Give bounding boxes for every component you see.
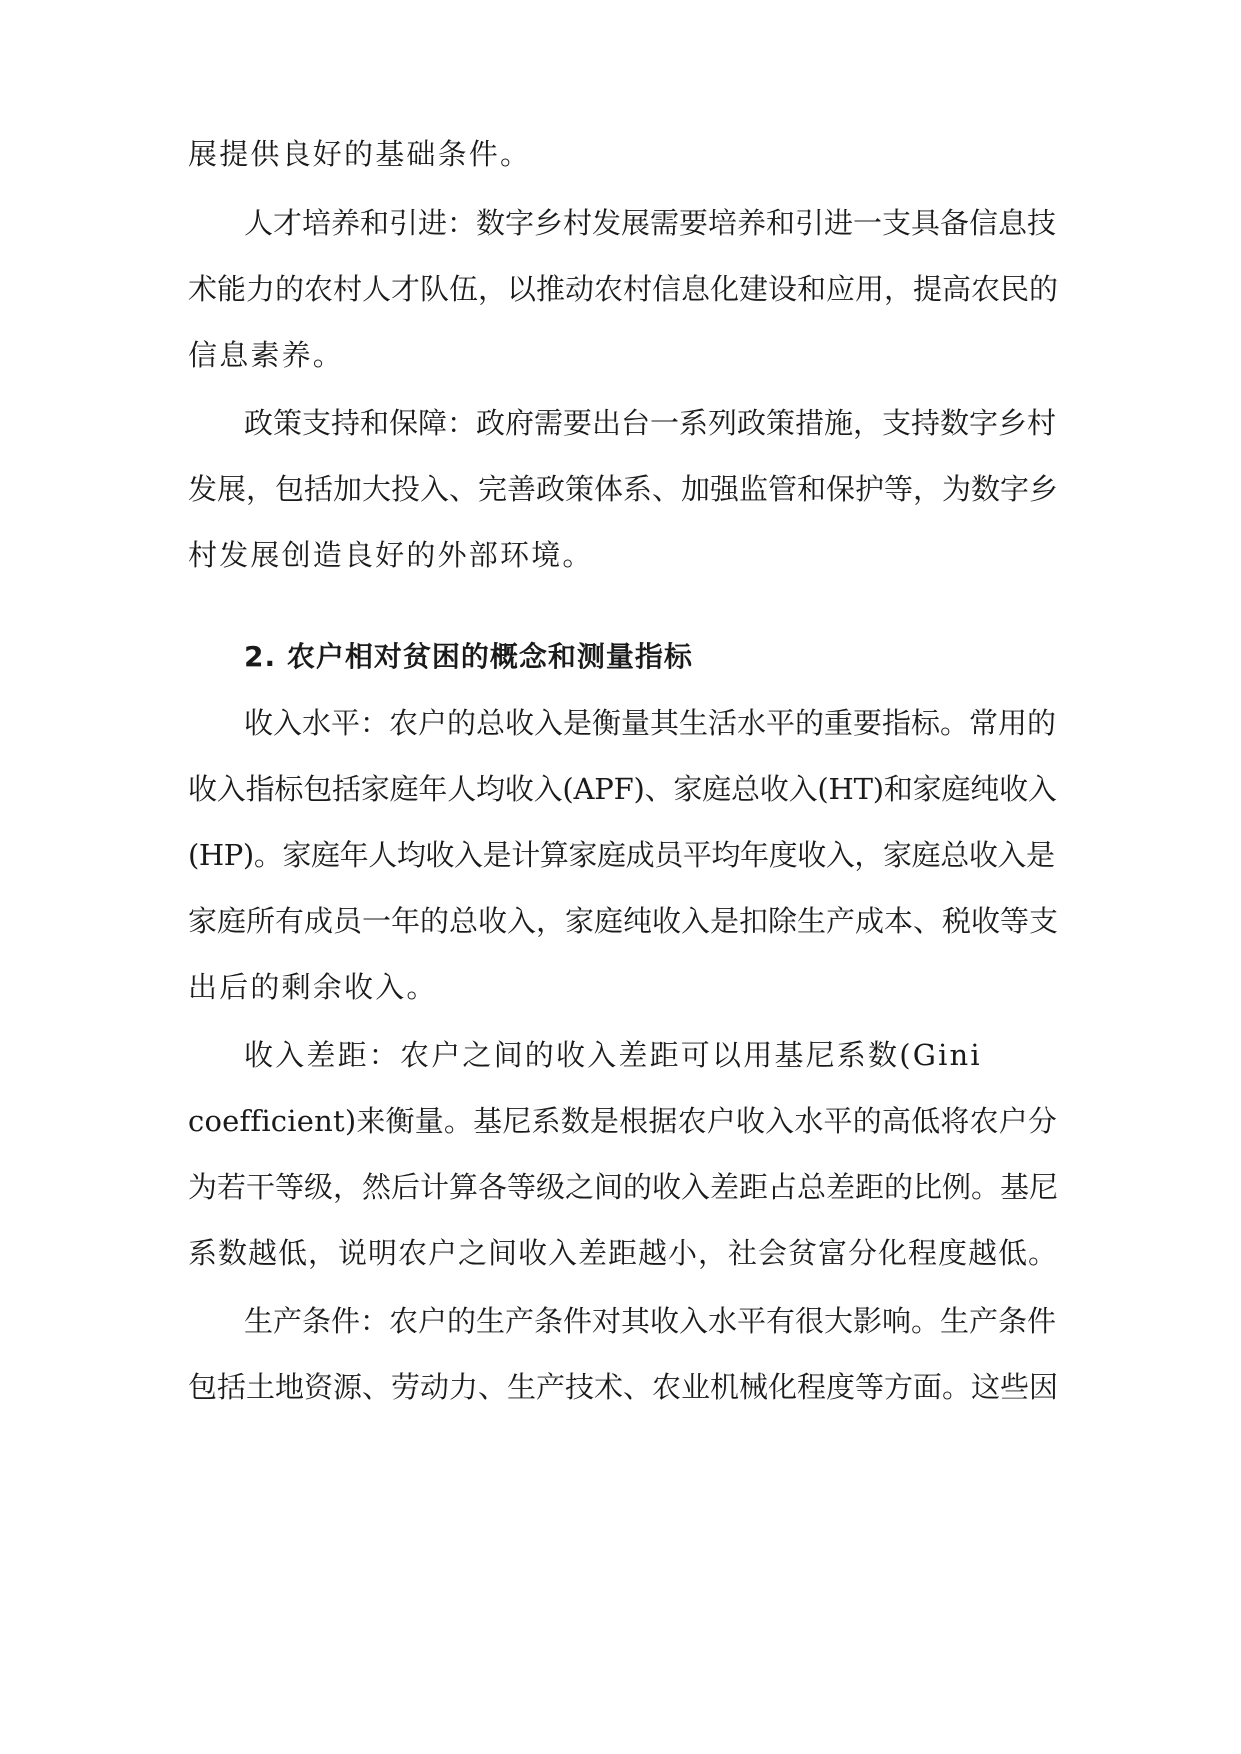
paragraph-line: (HP)。家庭年人均收入是计算家庭成员平均年度收入，家庭总收入是 [188, 838, 1055, 872]
paragraph-line: 为若干等级，然后计算各等级之间的收入差距占总差距的比例。基尼 [188, 1170, 1059, 1204]
paragraph-line: 人才培养和引进：数字乡村发展需要培养和引进一支具备信息技 [244, 206, 1057, 240]
paragraph-line: 收入指标包括家庭年人均收入(APF)、家庭总收入(HT)和家庭纯收入 [188, 772, 1057, 806]
paragraph-line: 生产条件：农户的生产条件对其收入水平有很大影响。生产条件 [244, 1304, 1057, 1338]
section-heading: 2. 农户相对贫困的概念和测量指标 [244, 640, 693, 673]
paragraph-line: 包括土地资源、劳动力、生产技术、农业机械化程度等方面。这些因 [188, 1370, 1059, 1404]
paragraph-line: 系数越低，说明农户之间收入差距越小，社会贫富分化程度越低。 [188, 1236, 1059, 1270]
paragraph-line: 收入水平：农户的总收入是衡量其生活水平的重要指标。常用的 [244, 706, 1057, 740]
paragraph-line: 发展，包括加大投入、完善政策体系、加强监管和保护等，为数字乡 [188, 472, 1059, 506]
paragraph-line: coefficient)来衡量。基尼系数是根据农户收入水平的高低将农户分 [188, 1104, 1058, 1138]
paragraph-line: 村发展创造良好的外部环境。 [188, 538, 594, 572]
paragraph-line: 出后的剩余收入。 [188, 970, 438, 1004]
paragraph-line: 收入差距：农户之间的收入差距可以用基尼系数(Gini [244, 1038, 982, 1072]
paragraph-line: 政策支持和保障：政府需要出台一系列政策措施，支持数字乡村 [244, 406, 1057, 440]
paragraph-line: 家庭所有成员一年的总收入，家庭纯收入是扣除生产成本、税收等支 [188, 904, 1059, 938]
paragraph-line: 术能力的农村人才队伍，以推动农村信息化建设和应用，提高农民的 [188, 272, 1059, 306]
paragraph-line: 展提供良好的基础条件。 [188, 137, 532, 171]
paragraph-line: 信息素养。 [188, 338, 345, 372]
